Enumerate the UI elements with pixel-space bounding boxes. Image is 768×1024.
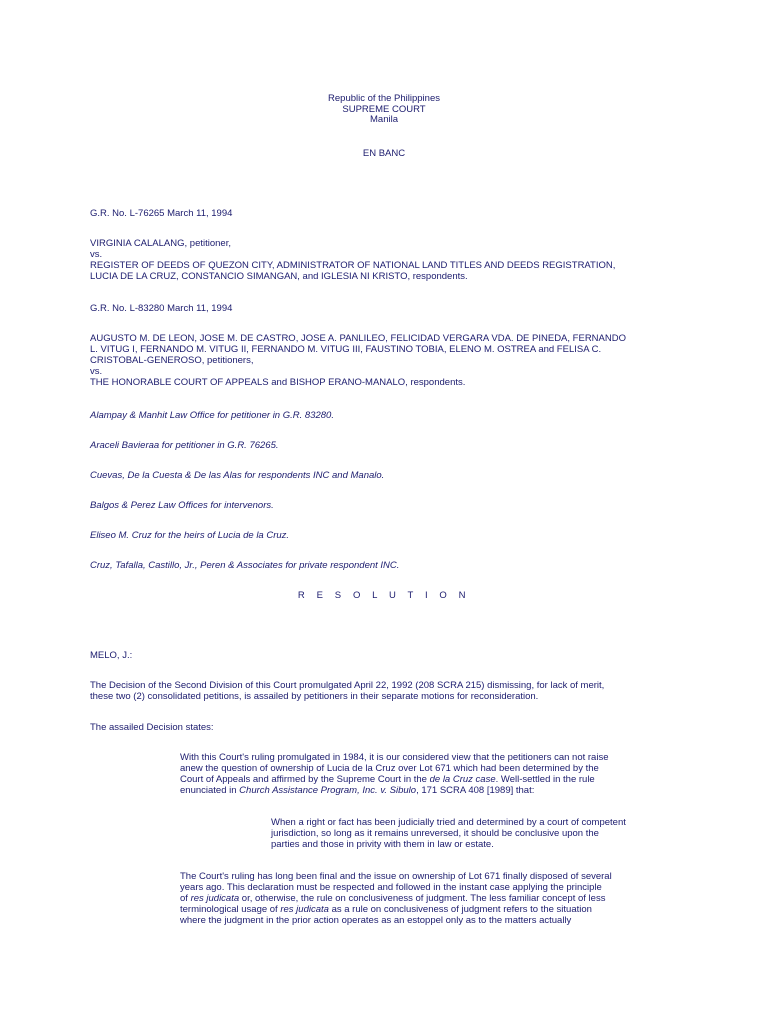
- case2-line: L. VITUG I, FERNANDO M. VITUG II, FERNANDO M. VITUG III, FAUSTINO TOBIA, ELENO M. OSTREA and FELISA C.: [90, 344, 602, 355]
- quote-line: parties and those in privity with them in law or estate.: [271, 839, 494, 850]
- court-header: [0, 94, 768, 126]
- counsel-line: Cruz, Tafalla, Castillo, Jr., Peren & Associates for private respondent INC.: [90, 560, 400, 571]
- case2-line: AUGUSTO M. DE LEON, JOSE M. DE CASTRO, JOSE A. PANLILEO, FELICIDAD VERGARA VDA. DE PINEDA, FERNANDO: [90, 333, 626, 344]
- quote-line: where the judgment in the prior action operates as an estoppel only as to the matters actually: [180, 915, 572, 926]
- quote-line: years ago. This declaration must be respected and followed in the instant case applying the principle: [180, 882, 602, 893]
- counsel-line: Araceli Bavieraa for petitioner in G.R. 76265.: [90, 440, 279, 451]
- quote-text: terminological usage of: [180, 904, 281, 915]
- counsel-line: Cuevas, De la Cuesta & De las Alas for respondents INC and Manalo.: [90, 470, 385, 481]
- case1-line: vs.: [90, 249, 103, 260]
- case1-parties: [90, 238, 690, 282]
- quote-text: or, otherwise, the rule on conclusiveness of judgment. The less familiar concept of less: [239, 893, 606, 904]
- block-quote-1: [180, 752, 660, 796]
- paragraph-line: The Decision of the Second Division of this Court promulgated April 22, 1992 (208 SCRA 215) dismissing, for lack of merit,: [90, 680, 605, 691]
- case-name-italic: Church Assistance Program, Inc. v. Sibulo: [239, 785, 417, 796]
- case-name-italic: de la Cruz case: [429, 774, 496, 785]
- case2-line: vs.: [90, 366, 103, 377]
- ponente: MELO, J.:: [90, 650, 133, 661]
- latin-term-italic: res judicata: [190, 893, 240, 904]
- paragraph-line: these two (2) consolidated petitions, is assailed by petitioners in their separate motions for reconsideration.: [90, 691, 539, 702]
- case2-gr-number: G.R. No. L-83280 March 11, 1994: [90, 303, 233, 314]
- paragraph-1: [90, 680, 690, 702]
- case2-parties: [90, 333, 690, 388]
- case2-line: THE HONORABLE COURT OF APPEALS and BISHOP ERANO-MANALO, respondents.: [90, 377, 466, 388]
- latin-term-italic: res judicata: [280, 904, 329, 915]
- case1-line: REGISTER OF DEEDS OF QUEZON CITY, ADMINISTRATOR OF NATIONAL LAND TITLES AND DEEDS REGISTRATION,: [90, 260, 616, 271]
- quote-text: Court of Appeals and affirmed by the Supreme Court in the: [180, 774, 430, 785]
- quote-line: [180, 785, 660, 796]
- en-banc-label: EN BANC: [362, 148, 406, 159]
- case2-line: CRISTOBAL-GENEROSO, petitioners,: [90, 355, 254, 366]
- quote-line: With this Court's ruling promulgated in 1984, it is our considered view that the petitioners can not raise: [180, 752, 609, 763]
- resolution-heading: R E S O L U T I O N: [297, 590, 471, 601]
- quote-text: enunciated in: [180, 785, 240, 796]
- quote-line: [180, 774, 660, 785]
- quote-line: The Court's ruling has long been final and the issue on ownership of Lot 671 finally disposed of several: [180, 871, 612, 882]
- quote-line: anew the question of ownership of Lucia de la Cruz over Lot 671 which had been determined by the: [180, 763, 599, 774]
- quote-text: , 171 SCRA 408 [1989] that:: [416, 785, 535, 796]
- block-quote-2: [271, 817, 661, 850]
- quote-line: [180, 893, 660, 904]
- header-city: Manila: [370, 114, 398, 125]
- quote-text: . Well-settled in the rule: [495, 774, 595, 785]
- counsel-line: Balgos & Perez Law Offices for intervenors.: [90, 500, 274, 511]
- case1-gr-number: G.R. No. L-76265 March 11, 1994: [90, 208, 233, 219]
- quote-text: of: [180, 893, 191, 904]
- quote-text: as a rule on conclusiveness of judgment refers to the situation: [328, 904, 592, 915]
- quote-line: [180, 904, 660, 915]
- block-quote-3: [180, 871, 660, 926]
- case1-line: LUCIA DE LA CRUZ, CONSTANCIO SIMANGAN, and IGLESIA NI KRISTO, respondents.: [90, 271, 468, 282]
- quote-line: When a right or fact has been judicially tried and determined by a court of competent: [271, 817, 626, 828]
- case1-line: VIRGINIA CALALANG, petitioner,: [90, 238, 231, 249]
- header-republic: Republic of the Philippines: [328, 93, 440, 104]
- quote-line: jurisdiction, so long as it remains unreversed, it should be conclusive upon the: [271, 828, 599, 839]
- counsel-line: Eliseo M. Cruz for the heirs of Lucia de la Cruz.: [90, 530, 290, 541]
- paragraph-2: The assailed Decision states:: [90, 722, 214, 733]
- counsel-line: Alampay & Manhit Law Office for petitioner in G.R. 83280.: [90, 410, 334, 421]
- header-court: SUPREME COURT: [342, 103, 426, 115]
